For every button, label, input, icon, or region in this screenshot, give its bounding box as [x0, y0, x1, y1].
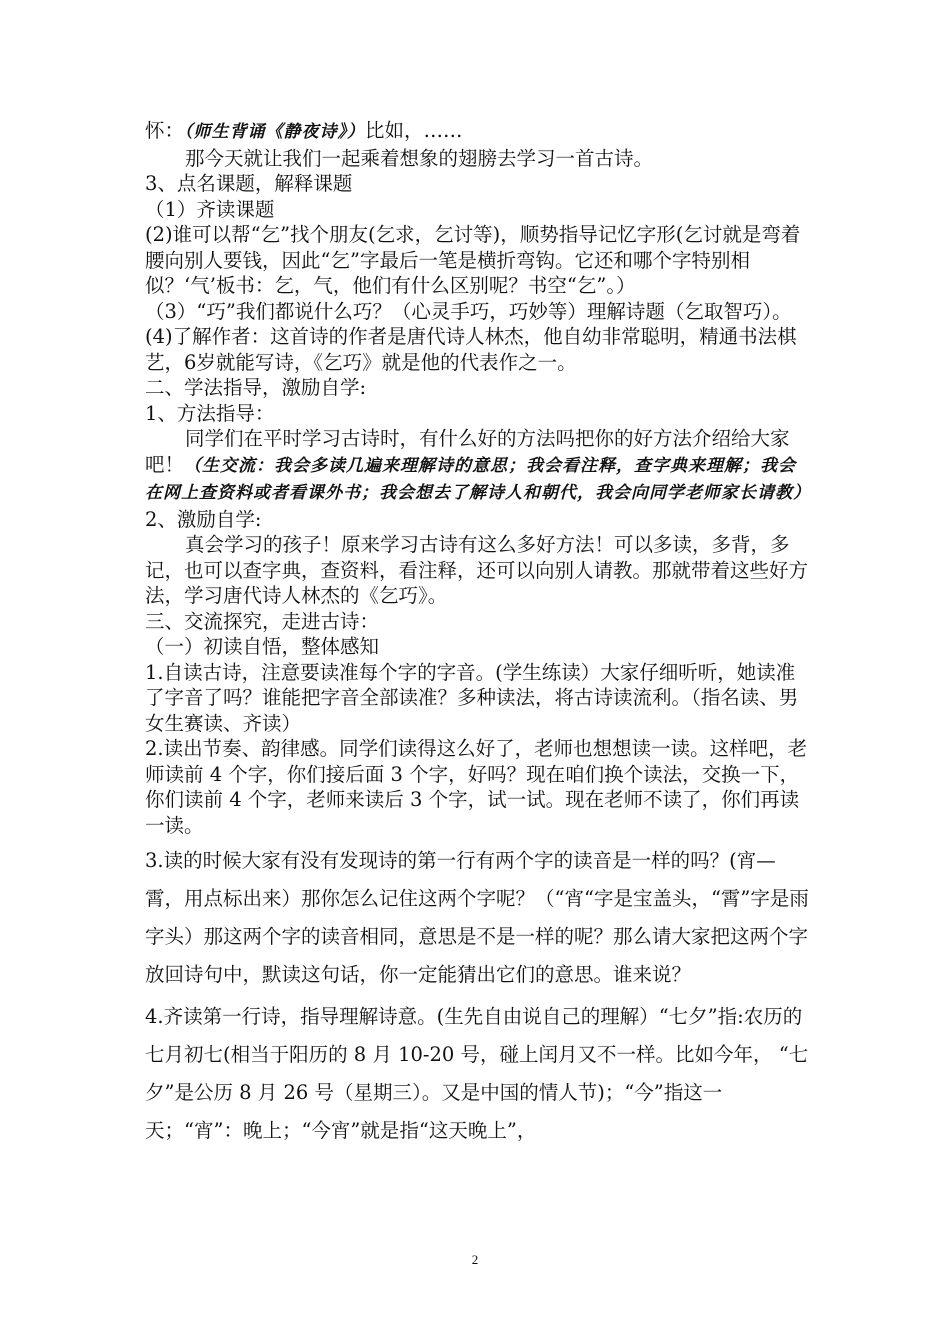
- paragraph: (2)谁可以帮“乞”找个朋友(乞求，乞讨等)，顺势指导记忆字形(乞讨就是弯着腰向别人要钱，因此“乞”字最后一笔是横折弯钩。它还和哪个字特别相似？‘气’板书：乞，气，他们有什么区别呢？书空“乞”。）: [145, 223, 801, 297]
- paragraph: 1.自读古诗，注意要读准每个字的字音。(学生练读）大家仔细听听，她读准了字音了吗？谁能把字音全部读准？多种读法，将古诗读流利。（指名读、男女生赛读、齐读）: [145, 660, 799, 735]
- page-number: 2: [471, 1252, 479, 1267]
- paragraph: 那今天就让我们一起乘着想象的翅膀去学习一首古诗。: [185, 146, 654, 170]
- paragraph-text: 同学们在平时学习古诗时，有什么好的方法吗把你的好方法介绍给大家吧！: [145, 427, 790, 476]
- section-heading: 1、方法指导：: [145, 401, 275, 425]
- section-heading: 2、激励自学:: [145, 507, 262, 531]
- paragraph-text: 比如，……: [365, 119, 463, 142]
- paragraph: 3.读的时候大家有没有发现诗的第一行有两个字的读音是一样的吗？(宵—霄，用点标出来）那你怎么记住这两个字呢？（“宵“字是宝盖头，“霄”字是雨字头）那这两个字的读音相同，意思是不是一样的呢？那么请大家把这两个字放回诗句中，默读这句话，你一定能猜出它们的意思。谁来说？: [145, 849, 809, 986]
- section-heading: 3、点名课题，解释课题: [145, 172, 353, 195]
- paragraph-text: 怀：: [145, 119, 185, 142]
- paragraph: （3）“巧”我们都说什么巧？（心灵手巧，巧妙等）理解诗题（乞取智巧）。: [145, 299, 792, 323]
- section-heading: 三、交流探究，走进古诗：: [145, 609, 380, 633]
- student-note: （生交流：我会多读几遍来理解诗的意思；我会看注释，查字典来理解；我会在网上查资料或者看课外书；我会想去了解诗人和朝代，我会向同学老师家长请教）: [145, 455, 811, 503]
- section-heading: 二、学法指导，激励自学:: [145, 376, 367, 399]
- paragraph: 4.齐读第一行诗，指导理解诗意。(生先自由说自己的理解）“七夕”指:农历的七月初七(相当于阳历的 8 月 10-20 号，碰上闰月又不一样。比如今年， “七夕”是公历 8 月 26 号（星期三）。又是中国的情人节)；“今”指这一天；“宵”：晚上；“今宵”就是指“这天晚上”，: [145, 1005, 809, 1142]
- document-body: [145, 118, 813, 1150]
- paragraph: (4)了解作者：这首诗的作者是唐代诗人林杰，他自幼非常聪明，精通书法棋艺，6岁就能写诗，《乞巧》就是他的代表作之一。: [145, 325, 797, 374]
- paragraph-intro: [145, 118, 813, 146]
- section-heading: （一）初读自悟，整体感知: [145, 635, 380, 658]
- paragraph: 2.读出节奏、韵律感。同学们读得这么好了，老师也想想读一读。这样吧，老师读前 4 个字，你们接后面 3 个字，好吗？现在咱们换个读法，交换一下，你们读前 4 个字，老师来读后 3 个字，试一试。现在老师不读了，你们再读一读。: [145, 737, 808, 837]
- paragraph: （1）齐读课题: [145, 197, 275, 221]
- paragraph: [145, 426, 813, 507]
- paragraph: 真会学习的孩子！原来学习古诗有这么多好方法！可以多读，多背，多记，也可以查字典，查资料，看注释，还可以向别人请教。那就带着这些好方法，学习唐代诗人林杰的《乞巧》。: [145, 533, 809, 607]
- teacher-note: （师生背诵《静夜诗》）: [184, 122, 366, 142]
